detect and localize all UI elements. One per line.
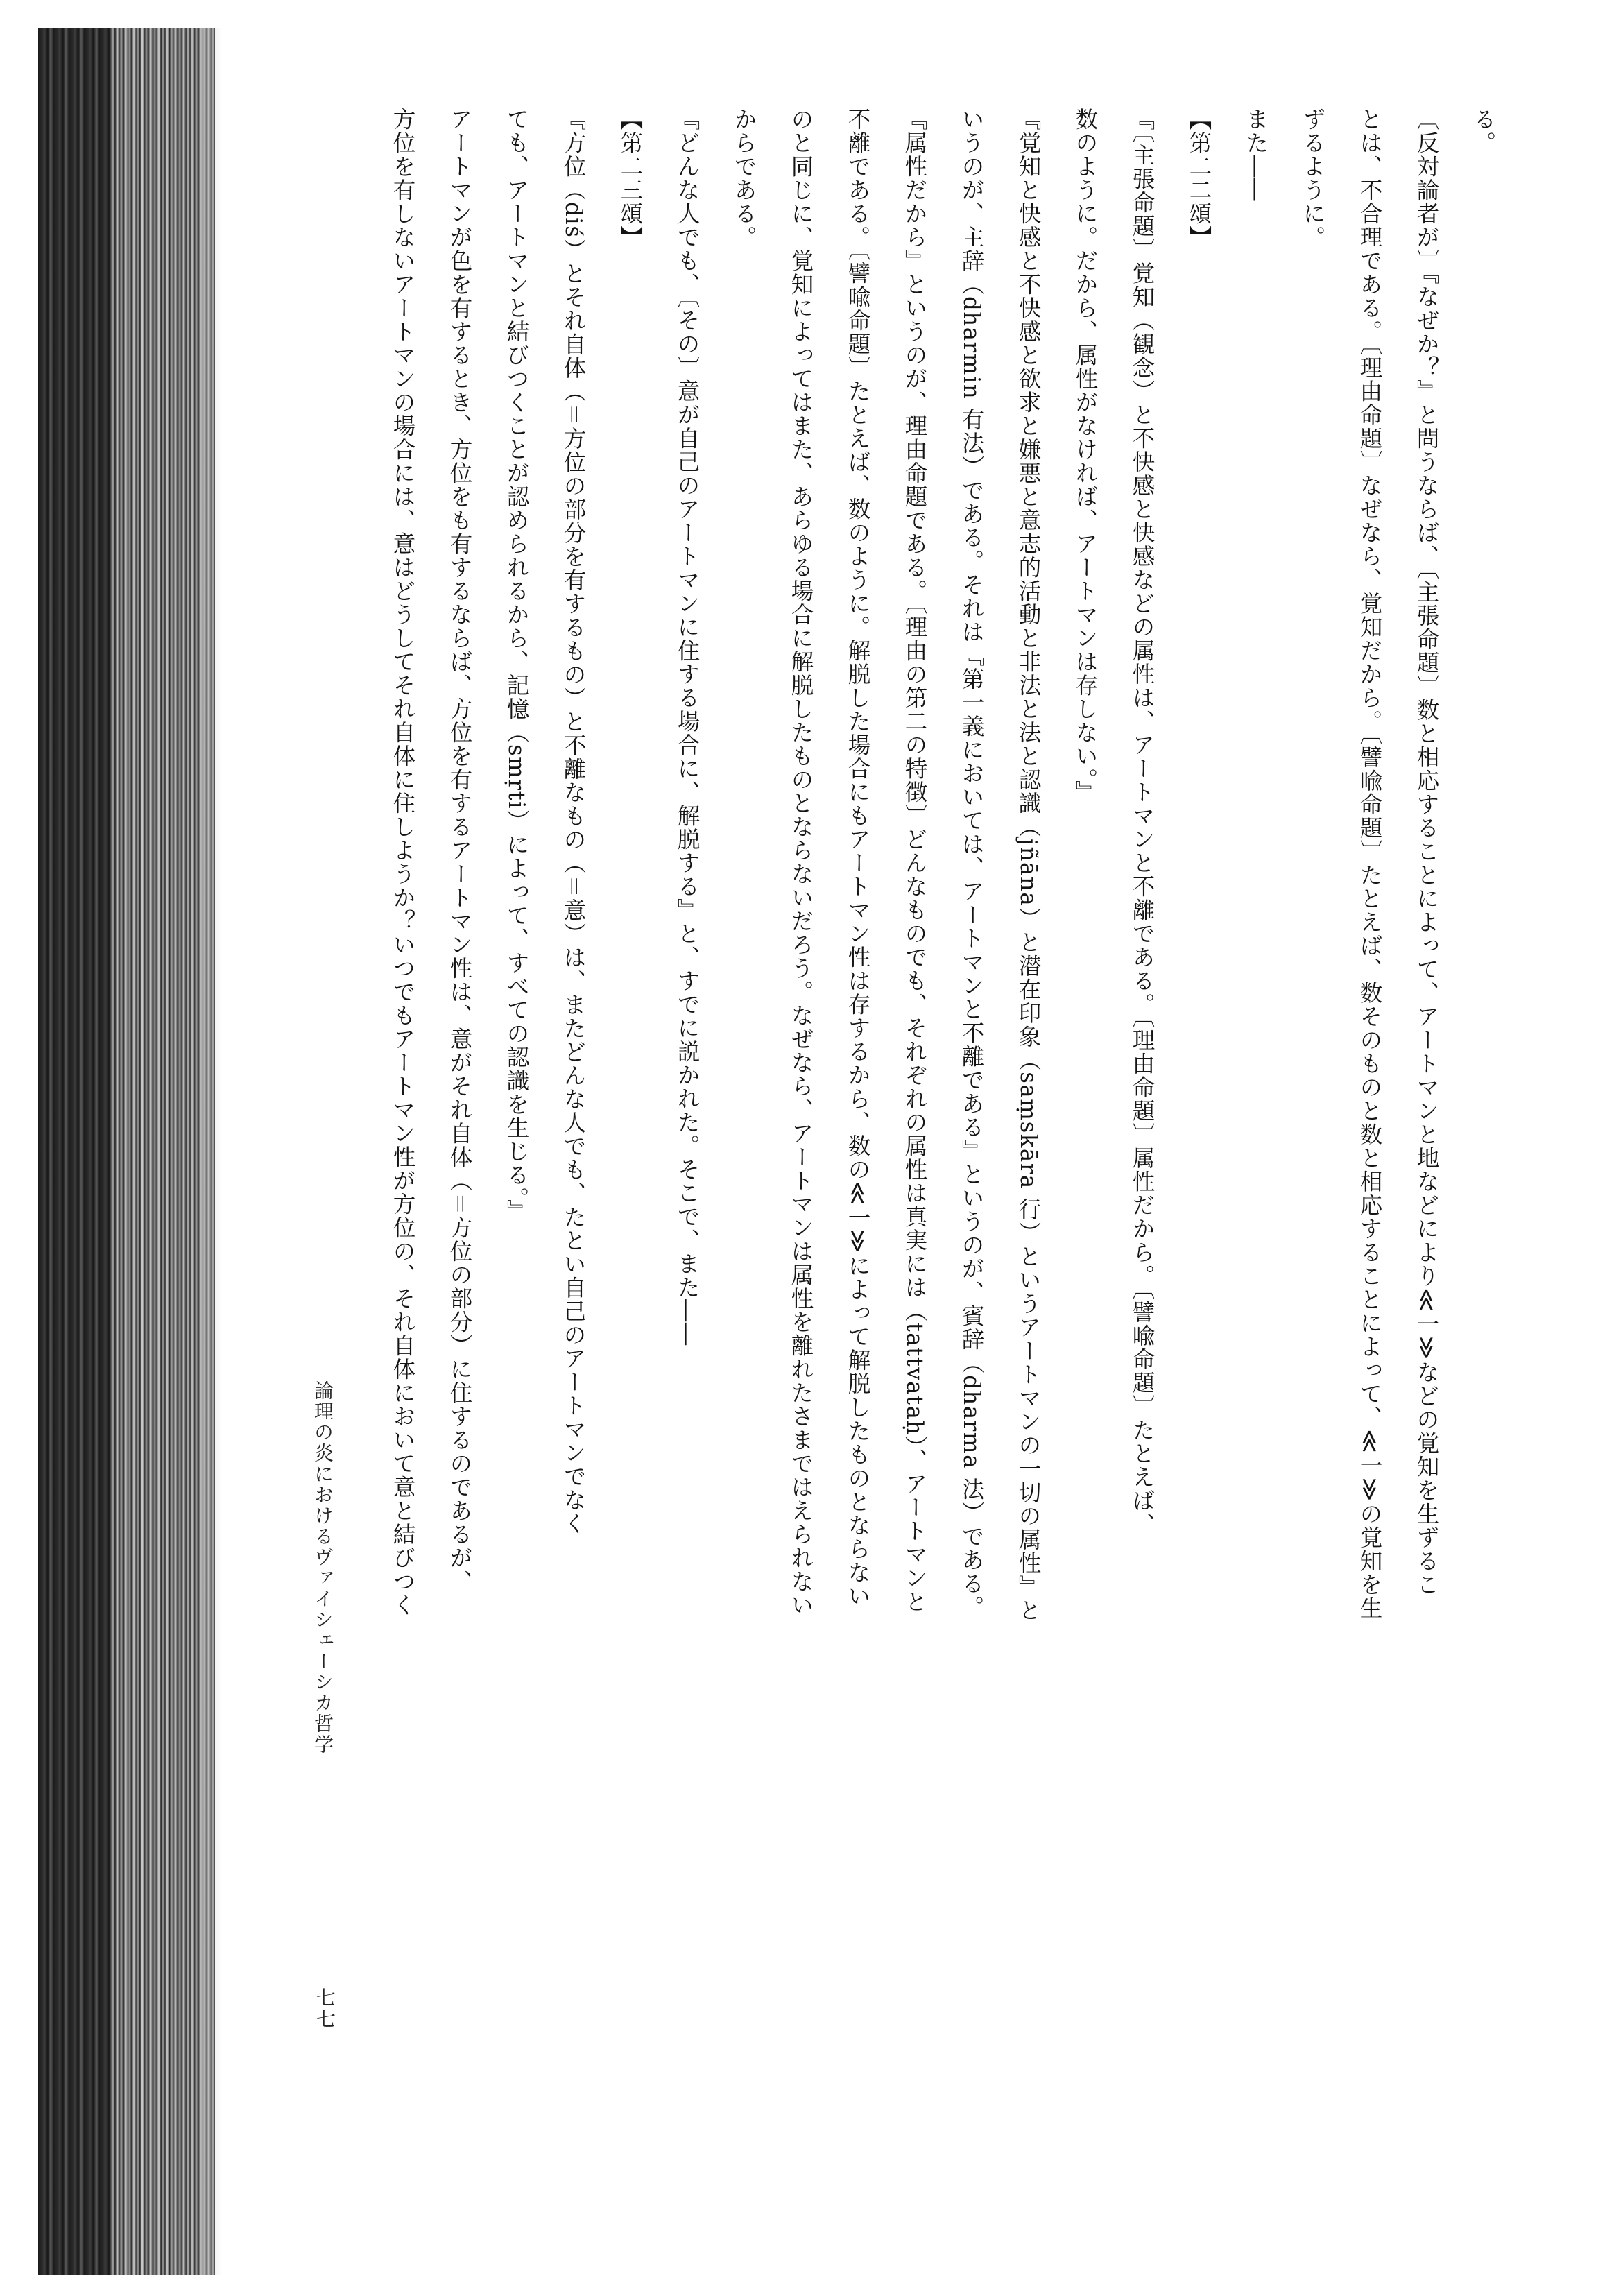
text-line: ても、アートマンと結びつくことが認められるから、記憶（smṛti）によって、すべての認識を生じる。』 bbox=[504, 108, 530, 1223]
text-line: とは、不合理である。〔理由命題〕なぜなら、覚知だから。〔譬喩命題〕たとえば、数そのものと数と相応することによって、≪一≫の覚知を生 bbox=[1357, 108, 1383, 1620]
page-number: 七七 bbox=[314, 1987, 336, 2030]
text-line: 数のように。だから、属性がなければ、アートマンは存しない。』 bbox=[1072, 108, 1099, 804]
section-heading: 【第二二頌】 bbox=[1186, 108, 1212, 249]
text-line: る。 bbox=[1470, 108, 1497, 155]
text-line: 『属性だから』というのが、理由命題である。〔理由の第二の特徴〕どんなものでも、それぞれの属性は真実には（tattvataḥ）、アートマンと bbox=[902, 108, 928, 1613]
text-line: 不離である。〔譬喩命題〕たとえば、数のように。解脱した場合にもアートマン性は存するから、数の≪一≫によって解脱したものとならない bbox=[845, 108, 871, 1608]
text-line: また―― bbox=[1243, 108, 1269, 202]
text-line: アートマンが色を有するとき、方位をも有するならば、方位を有するアートマン性は、意がそれ自体（＝方位の部分）に住するのであるが、 bbox=[447, 108, 473, 1593]
running-head: 論理の炎におけるヴァイシェーシカ哲学 bbox=[311, 1380, 334, 1755]
text-line: のと同じに、覚知によってはまた、あらゆる場合に解脱したものとならないだろう。なぜなら、アートマンは属性を離れたさまではえられない bbox=[788, 108, 814, 1617]
text-line: 『方位（diś）とそれ自体（＝方位の部分を有するもの）と不離なもの（＝意）は、またどんな人でも、たとい自己のアートマンでなく bbox=[560, 108, 587, 1536]
section-heading: 【第二三頌】 bbox=[617, 108, 644, 249]
vertical-body-text bbox=[375, 108, 1512, 1980]
gutter-gradient bbox=[201, 28, 222, 2275]
text-line: 方位を有しないアートマンの場合には、意はどうしてそれ自体に住しようか？いつでもアートマン性が方位の、それ自体において意と結びつく bbox=[390, 108, 416, 1617]
text-line: いうのが、主辞（dharmin 有法）である。それは『第一義においては、アートマンと不離である』というのが、賓辞（dharma 法）である。 bbox=[959, 108, 985, 1619]
text-line: 『覚知と快感と不快感と欲求と嫌悪と意志的活動と非法と法と認識（jñāna）と潜在印象（saṃskāra 行）というアートマンの一切の属性』と bbox=[1015, 108, 1042, 1622]
text-line: ずるように。 bbox=[1300, 108, 1326, 249]
text-line: 『〔主張命題〕覚知（観念）と不快感と快感などの属性は、アートマンと不離である。〔理由命題〕属性だから。〔譬喩命題〕たとえば、 bbox=[1129, 108, 1156, 1536]
text-line: からである。 bbox=[731, 108, 757, 249]
text-line: 〔反対論者が〕『なぜか？』と問うならば、〔主張命題〕数と相応することによって、アートマンと地などにより≪一≫などの覚知を生ずるこ bbox=[1414, 108, 1440, 1597]
text-line: 『どんな人でも、〔その〕意が自己のアートマンに住する場合に、解脱する』と、すでに説かれた。そこで、また―― bbox=[674, 108, 701, 1346]
